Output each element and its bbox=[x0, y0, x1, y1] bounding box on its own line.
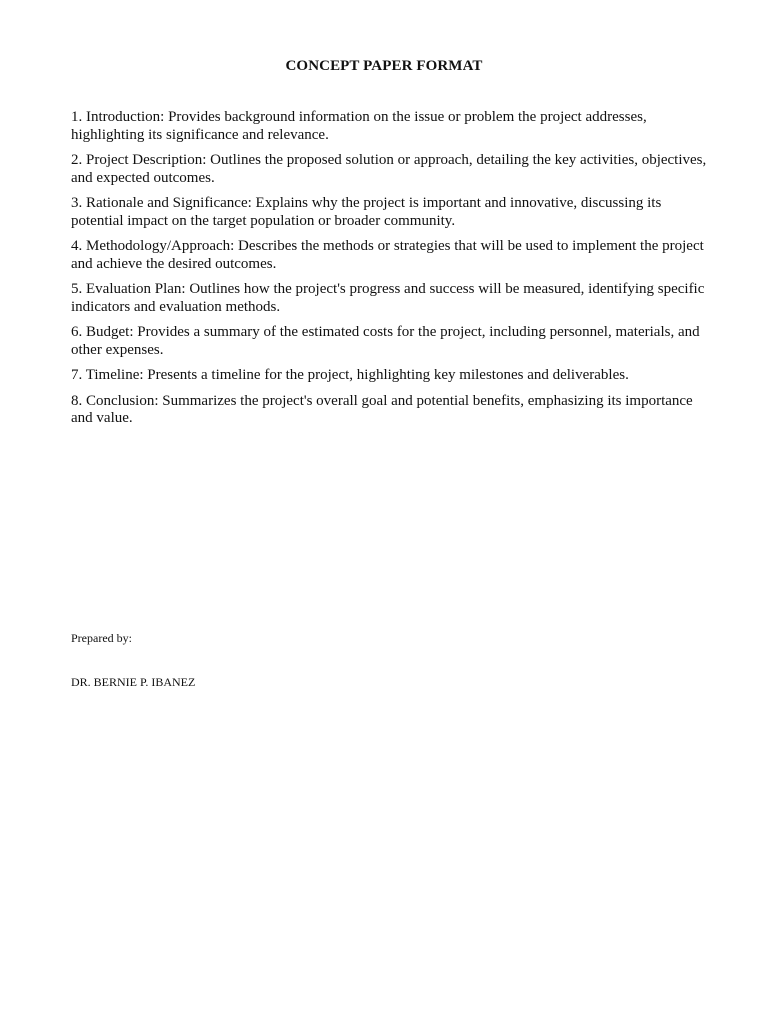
document-title: CONCEPT PAPER FORMAT bbox=[285, 58, 483, 74]
list-item-evaluation-plan: 5. Evaluation Plan: Outlines how the project's progress and success will be measured, identifying specific indicators and evaluation methods. bbox=[71, 281, 705, 315]
list-item-methodology: 4. Methodology/Approach: Describes the methods or strategies that will be used to implement the project and achieve the desired outcomes. bbox=[71, 238, 704, 272]
list-item-conclusion: 8. Conclusion: Summarizes the project's overall goal and potential benefits, emphasizing its importance and value. bbox=[71, 392, 693, 426]
section-list bbox=[71, 109, 711, 436]
list-item-timeline: 7. Timeline: Presents a timeline for the project, highlighting key milestones and deliverables. bbox=[71, 367, 629, 383]
list-item-project-description: 2. Project Description: Outlines the proposed solution or approach, detailing the key activities, objectives, and expected outcomes. bbox=[71, 152, 707, 186]
list-item-rationale: 3. Rationale and Significance: Explains why the project is important and innovative, discussing its potential impact on the target population or broader community. bbox=[71, 195, 662, 229]
prepared-by-label: Prepared by: bbox=[71, 631, 132, 645]
list-item-introduction: 1. Introduction: Provides background information on the issue or problem the project addresses, highlighting its significance and relevance. bbox=[71, 109, 647, 143]
author-name: DR. BERNIE P. IBANEZ bbox=[71, 675, 196, 689]
list-item-budget: 6. Budget: Provides a summary of the estimated costs for the project, including personnel, materials, and other expenses. bbox=[71, 324, 700, 358]
